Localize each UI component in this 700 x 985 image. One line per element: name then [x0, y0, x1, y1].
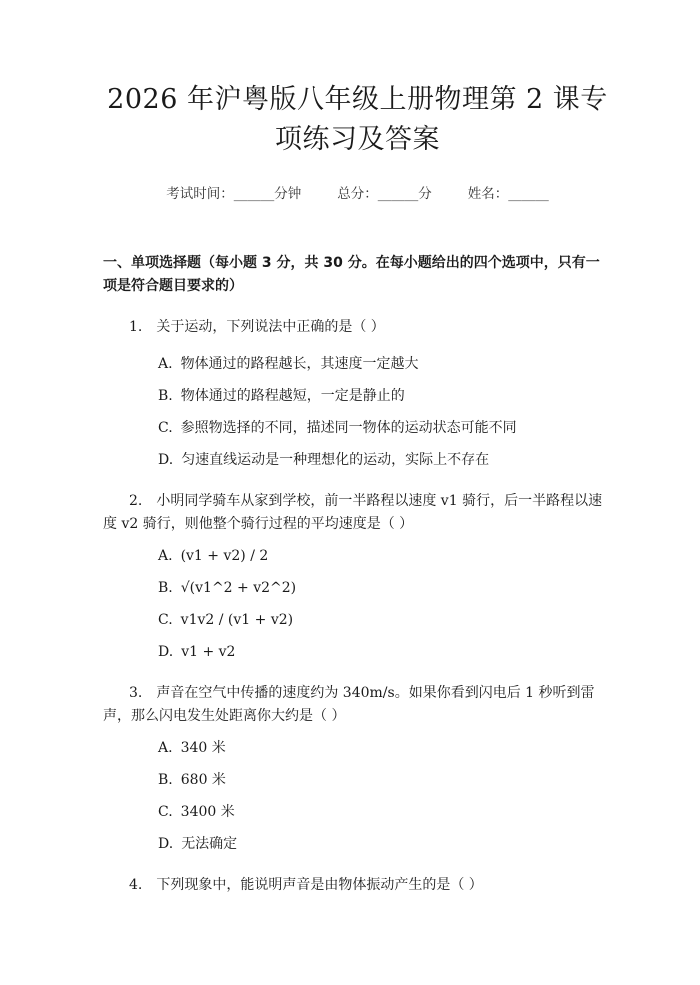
question-4 — [103, 874, 612, 897]
option-b[interactable] — [103, 769, 612, 792]
option-letter: D. — [158, 644, 174, 660]
option-a[interactable] — [103, 353, 612, 376]
option-b[interactable] — [103, 577, 612, 600]
option-text: (v1 + v2) / 2 — [180, 548, 269, 564]
option-letter: D. — [158, 452, 174, 468]
question-1 — [103, 316, 612, 339]
option-text: 680 米 — [180, 772, 226, 788]
option-text: v1 + v2 — [181, 644, 236, 660]
question-text: 声音在空气中传播的速度约为 340m/s。如果你看到闪电后 1 秒听到雷声，那么闪电发生处距离你大约是（ ） — [103, 685, 595, 724]
option-c[interactable] — [103, 609, 612, 632]
option-a[interactable] — [103, 545, 612, 568]
option-b[interactable] — [103, 385, 612, 408]
option-c[interactable] — [103, 417, 612, 440]
option-letter: C. — [158, 612, 173, 628]
question-2 — [103, 490, 612, 536]
question-3-options — [103, 737, 612, 856]
option-text: 3400 米 — [180, 804, 235, 820]
option-c[interactable] — [103, 801, 612, 824]
question-number: 1. — [129, 319, 143, 335]
option-letter: C. — [158, 420, 173, 436]
exam-page — [0, 80, 700, 985]
exam-time-field: 考试时间：______分钟 — [166, 186, 302, 202]
option-letter: A. — [158, 740, 173, 756]
option-letter: A. — [158, 356, 173, 372]
section-heading: 一、单项选择题（每小题 3 分，共 30 分。在每小题给出的四个选项中，只有一项是符合题目要求的） — [103, 255, 600, 294]
option-text: 参照物选择的不同，描述同一物体的运动状态可能不同 — [180, 420, 517, 436]
option-text: √(v1^2 + v2^2) — [180, 580, 297, 596]
option-letter: D. — [158, 836, 174, 852]
option-text: 物体通过的路程越短，一定是静止的 — [180, 388, 405, 404]
option-letter: B. — [158, 388, 173, 404]
question-text: 下列现象中，能说明声音是由物体振动产生的是（ ） — [156, 877, 483, 893]
option-text: v1v2 / (v1 + v2) — [180, 612, 294, 628]
exam-meta — [103, 182, 612, 202]
option-a[interactable] — [103, 737, 612, 760]
option-letter: B. — [158, 580, 173, 596]
page-title: 2026 年沪粤版八年级上册物理第 2 课专项练习及答案 — [107, 84, 608, 155]
option-letter: C. — [158, 804, 173, 820]
question-2-options — [103, 545, 612, 664]
question-1-options — [103, 353, 612, 472]
option-d[interactable] — [103, 449, 612, 472]
option-text: 匀速直线运动是一种理想化的运动，实际上不存在 — [181, 452, 490, 468]
student-name-field: 姓名：______ — [467, 186, 549, 202]
question-3 — [103, 682, 612, 728]
option-letter: B. — [158, 772, 173, 788]
question-text: 小明同学骑车从家到学校，前一半路程以速度 v1 骑行，后一半路程以速度 v2 骑行，则他整个骑行过程的平均速度是（ ） — [103, 493, 603, 532]
question-number: 4. — [129, 877, 143, 893]
option-text: 无法确定 — [181, 836, 238, 852]
total-score-field: 总分：______分 — [337, 186, 432, 202]
question-number: 3. — [129, 685, 143, 701]
question-text: 关于运动，下列说法中正确的是（ ） — [156, 319, 385, 335]
option-d[interactable] — [103, 641, 612, 664]
option-text: 物体通过的路程越长，其速度一定越大 — [180, 356, 419, 372]
option-text: 340 米 — [180, 740, 226, 756]
question-number: 2. — [129, 493, 143, 509]
option-letter: A. — [158, 548, 173, 564]
option-d[interactable] — [103, 833, 612, 856]
